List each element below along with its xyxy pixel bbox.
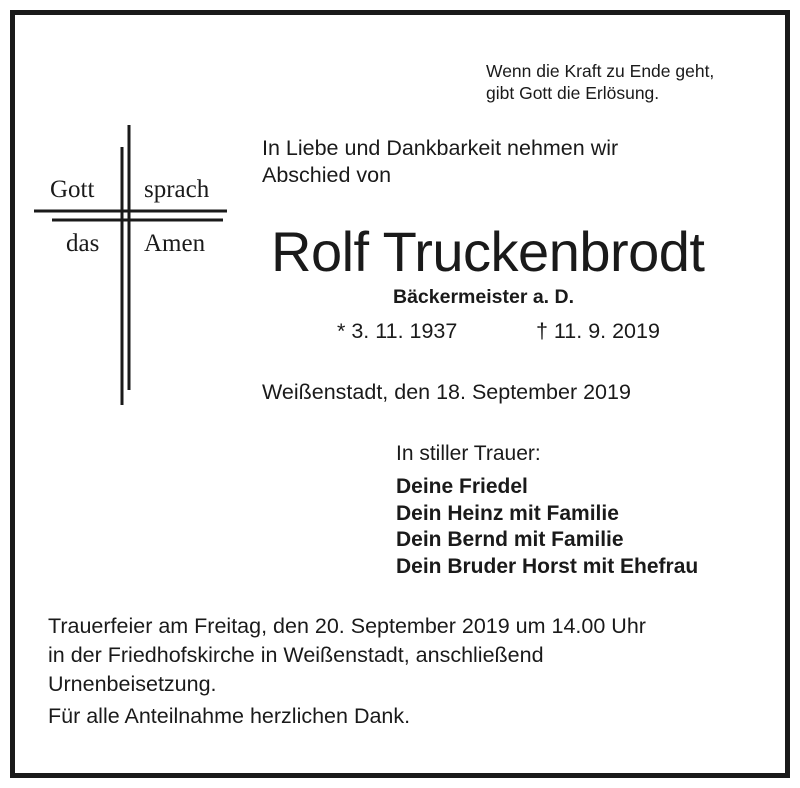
funeral-info	[48, 612, 646, 699]
cross-word-top-right: sprach	[144, 176, 210, 203]
mourner-name: Dein Heinz mit Familie	[396, 501, 619, 525]
mourner-name: Dein Bruder Horst mit Ehefrau	[396, 554, 699, 578]
birth-date: * 3. 11. 1937	[337, 319, 458, 343]
motto	[486, 60, 714, 104]
funeral-line: Urnenbeisetzung.	[48, 672, 217, 696]
funeral-line: in der Friedhofskirche in Weißenstadt, anschließend	[48, 643, 544, 667]
mourner-name: Deine Friedel	[396, 475, 528, 498]
mourner-name: Dein Bernd mit Familie	[396, 528, 624, 551]
cross-icon	[30, 125, 230, 410]
thanks-text: Für alle Anteilnahme herzlichen Dank.	[48, 704, 411, 728]
cross-word-bottom-left: das	[66, 230, 100, 257]
funeral-line: Trauerfeier am Freitag, den 20. September 2019 um 14.00 Uhr	[48, 614, 646, 638]
mourners-list	[396, 474, 698, 580]
death-date: † 11. 9. 2019	[536, 319, 660, 343]
motto-line: Wenn die Kraft zu Ende geht,	[486, 61, 715, 81]
intro-line: Abschied von	[262, 163, 392, 187]
cross-word-bottom-right: Amen	[144, 230, 206, 257]
intro-text	[262, 135, 618, 189]
deceased-name: Rolf Truckenbrodt	[271, 220, 705, 283]
intro-line: In Liebe und Dankbarkeit nehmen wir	[262, 136, 619, 160]
mourning-label: In stiller Trauer:	[396, 442, 541, 465]
place-date: Weißenstadt, den 18. September 2019	[262, 380, 631, 404]
cross-word-top-left: Gott	[50, 176, 95, 203]
motto-line: gibt Gott die Erlösung.	[486, 83, 660, 103]
deceased-profession: Bäckermeister a. D.	[393, 286, 575, 308]
cross-symbol	[30, 125, 230, 410]
